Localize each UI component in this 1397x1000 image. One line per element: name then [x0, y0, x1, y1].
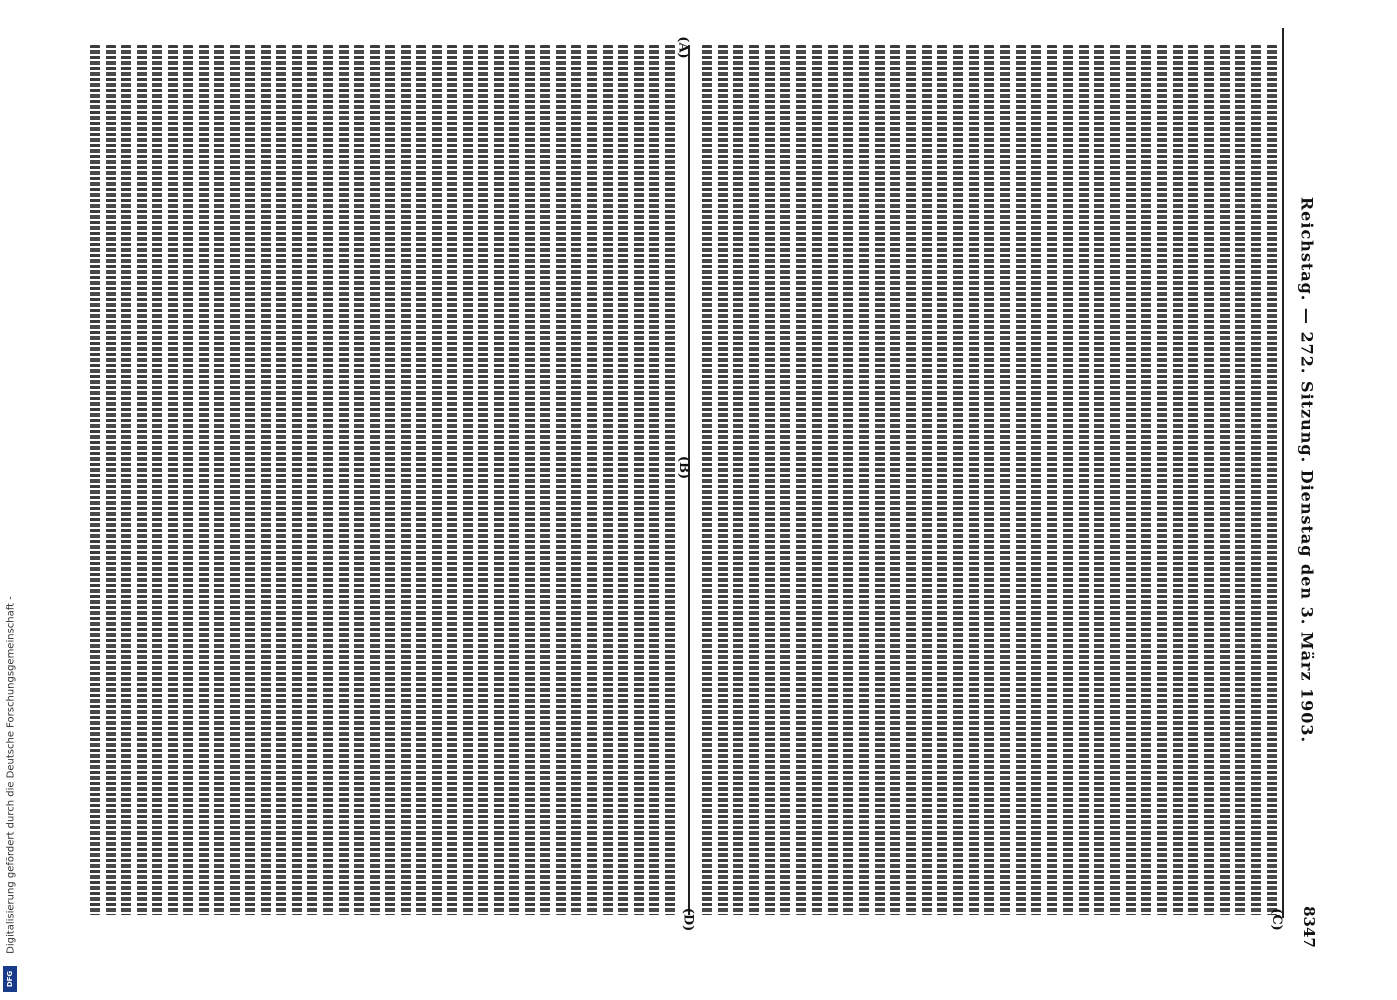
margin-marker-a: (A)	[675, 36, 691, 59]
text-line	[953, 45, 963, 915]
text-line	[969, 45, 979, 915]
text-line	[494, 45, 504, 915]
text-line	[634, 45, 644, 915]
text-line	[354, 45, 364, 915]
text-line	[859, 45, 869, 915]
text-line	[370, 45, 380, 915]
text-line	[230, 45, 240, 915]
text-line	[1220, 45, 1230, 915]
text-line	[323, 45, 333, 915]
running-header	[1293, 20, 1321, 920]
text-line	[106, 45, 116, 915]
text-line	[618, 45, 628, 915]
text-line	[718, 45, 728, 915]
text-line	[183, 45, 193, 915]
text-line	[525, 45, 535, 915]
text-line	[1016, 45, 1026, 915]
text-line	[587, 45, 597, 915]
text-line	[137, 45, 147, 915]
text-line	[1126, 45, 1136, 915]
text-line	[922, 45, 932, 915]
text-line	[540, 45, 550, 915]
margin-marker-c: (C)	[1268, 908, 1284, 931]
text-line	[478, 45, 488, 915]
text-line	[276, 45, 286, 915]
text-line	[665, 45, 675, 915]
dfg-logo-text: DFG	[6, 970, 14, 988]
text-line	[168, 45, 178, 915]
text-line	[1047, 45, 1057, 915]
text-line	[603, 45, 613, 915]
text-line	[1094, 45, 1104, 915]
text-line	[780, 45, 790, 915]
column-divider	[688, 45, 690, 915]
text-line	[702, 45, 712, 915]
header-text: Reichstag. — 272. Sitzung. Dienstag den 3. März 1903.	[1297, 196, 1317, 744]
text-line	[749, 45, 759, 915]
text-line	[339, 45, 349, 915]
text-line	[1267, 45, 1277, 915]
text-line	[1110, 45, 1120, 915]
text-line	[649, 45, 659, 915]
text-line	[1079, 45, 1089, 915]
text-line	[214, 45, 224, 915]
text-column-left	[90, 45, 675, 915]
text-line	[432, 45, 442, 915]
text-line	[937, 45, 947, 915]
text-line	[152, 45, 162, 915]
text-line	[245, 45, 255, 915]
text-line	[292, 45, 302, 915]
text-line	[90, 45, 100, 915]
text-line	[307, 45, 317, 915]
dfg-logo	[3, 966, 17, 992]
text-line	[1141, 45, 1151, 915]
text-line	[906, 45, 916, 915]
text-line	[199, 45, 209, 915]
text-line	[1000, 45, 1010, 915]
text-line	[1063, 45, 1073, 915]
text-line	[984, 45, 994, 915]
footer-text: Digitalisierung gefördert durch die Deutsche Forschungsgemeinschaft -	[5, 596, 17, 954]
text-line	[812, 45, 822, 915]
text-column-right	[702, 45, 1277, 915]
text-line	[1204, 45, 1214, 915]
text-line	[890, 45, 900, 915]
text-line	[796, 45, 806, 915]
text-line	[1188, 45, 1198, 915]
text-line	[1031, 45, 1041, 915]
text-line	[571, 45, 581, 915]
text-line	[401, 45, 411, 915]
text-line	[121, 45, 131, 915]
text-line	[261, 45, 271, 915]
text-line	[447, 45, 457, 915]
page-number: 8347	[1299, 906, 1318, 948]
text-line	[1173, 45, 1183, 915]
margin-marker-d: (D)	[680, 907, 696, 932]
text-line	[733, 45, 743, 915]
text-line	[1157, 45, 1167, 915]
text-line	[843, 45, 853, 915]
text-line	[556, 45, 566, 915]
text-line	[509, 45, 519, 915]
digitization-credit	[2, 560, 20, 990]
margin-marker-b: (B)	[676, 455, 692, 480]
text-line	[463, 45, 473, 915]
text-line	[416, 45, 426, 915]
text-line	[385, 45, 395, 915]
text-line	[875, 45, 885, 915]
text-line	[1251, 45, 1261, 915]
text-line	[828, 45, 838, 915]
text-line	[765, 45, 775, 915]
text-line	[1235, 45, 1245, 915]
header-rule	[1282, 28, 1284, 918]
